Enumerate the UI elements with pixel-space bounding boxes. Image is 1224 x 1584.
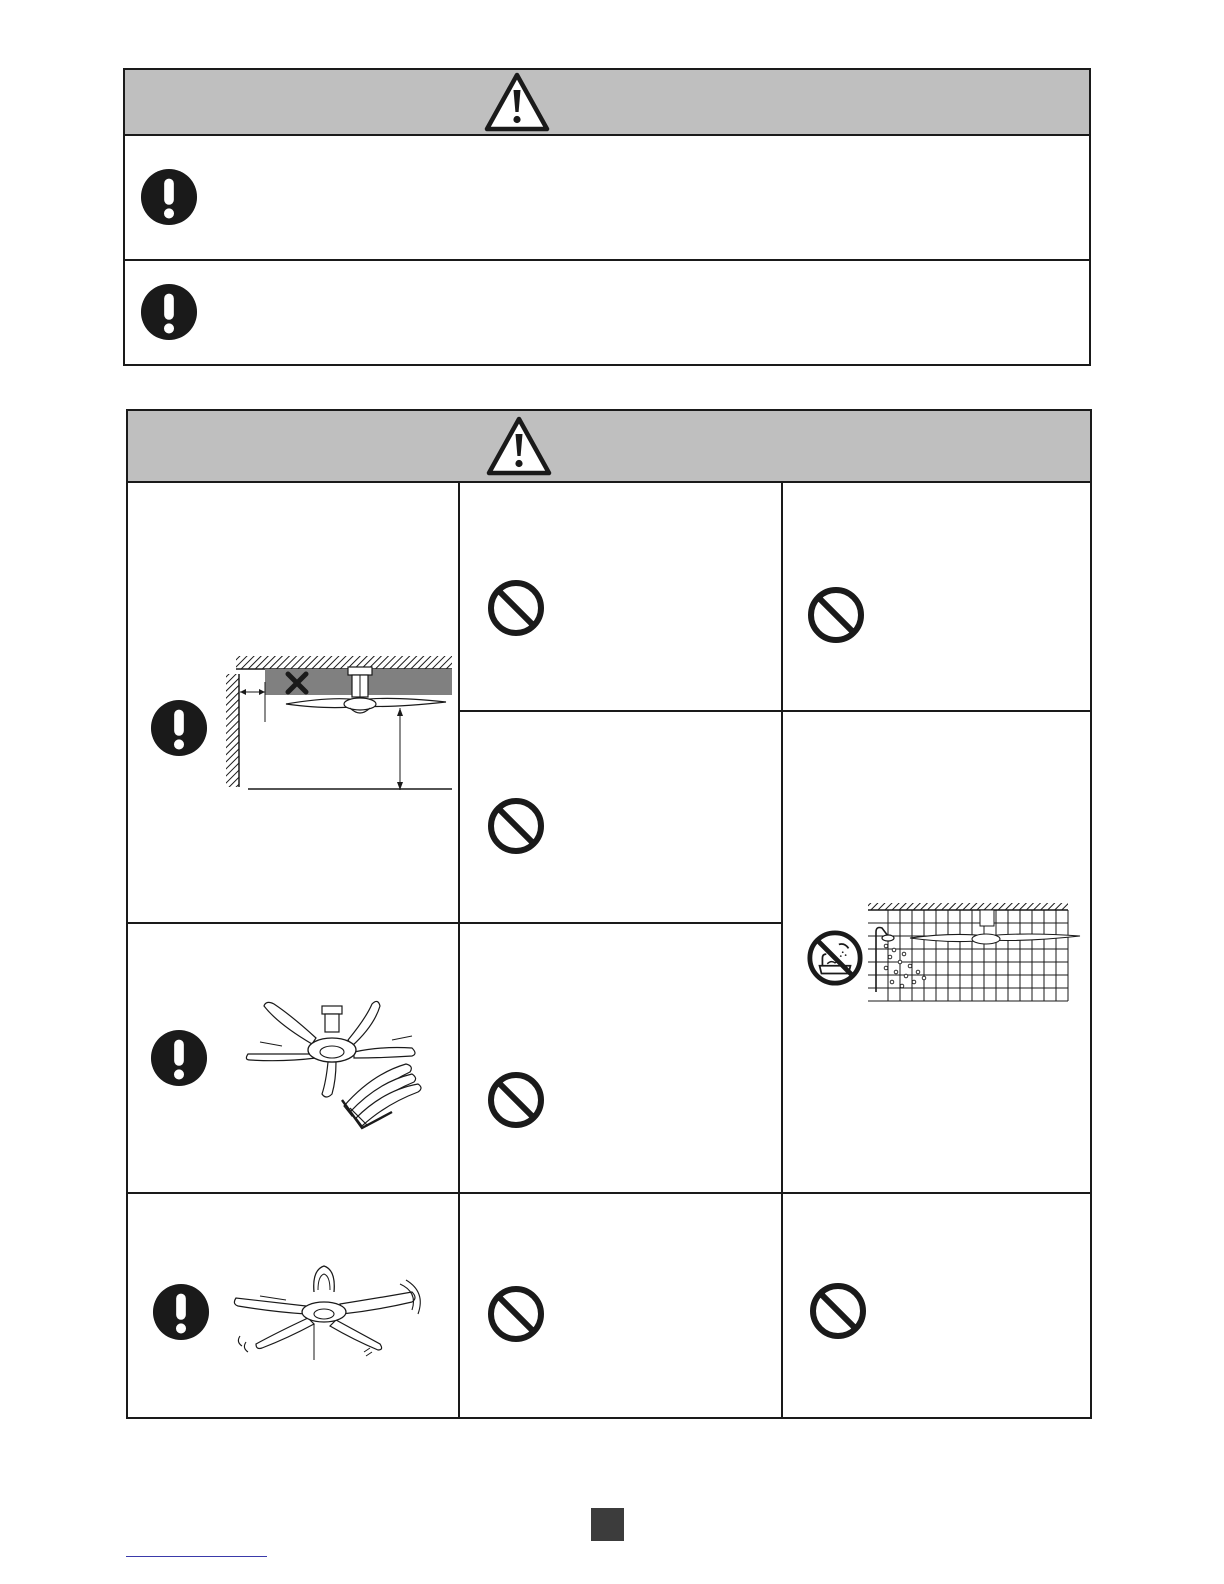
warning-triangle-icon	[484, 72, 550, 132]
exclamation-circle-icon	[140, 283, 198, 341]
footer-link-rule	[126, 1556, 267, 1557]
top-warning-panel	[123, 68, 1091, 366]
no-bathroom-icon	[806, 929, 864, 987]
row-divider	[128, 1192, 1090, 1194]
fan-blades-packaging-diagram	[242, 996, 430, 1132]
warning-triangle-icon	[486, 416, 552, 476]
exclamation-circle-icon	[150, 1029, 208, 1087]
top-panel-row-divider	[125, 259, 1089, 261]
exclamation-circle-icon	[152, 1283, 210, 1341]
prohibition-icon	[486, 578, 546, 638]
top-panel-header	[125, 70, 1089, 136]
column-divider	[781, 481, 783, 1417]
bottom-panel-header	[128, 411, 1090, 483]
exclamation-circle-icon	[150, 699, 208, 757]
column-divider	[458, 481, 460, 1417]
prohibition-icon	[486, 1284, 546, 1344]
prohibition-icon	[808, 1281, 868, 1341]
prohibition-icon	[806, 585, 866, 645]
prohibition-icon	[486, 796, 546, 856]
exclamation-circle-icon	[140, 168, 198, 226]
row-divider	[128, 922, 783, 924]
row-divider	[458, 710, 1090, 712]
prohibition-icon	[486, 1070, 546, 1130]
ceiling-clearance-diagram	[222, 652, 458, 798]
page-number-marker	[591, 1508, 624, 1541]
bathroom-fan-diagram	[864, 902, 1082, 1004]
fan-wobble-diagram	[228, 1262, 428, 1366]
